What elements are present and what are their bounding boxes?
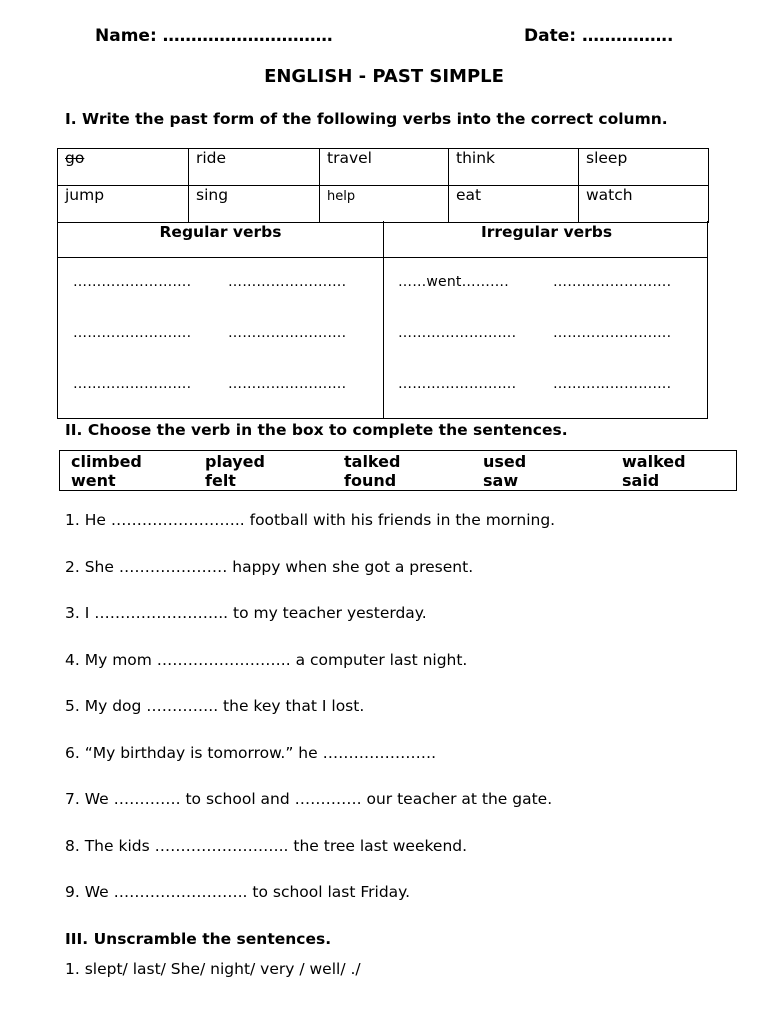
section-2-heading: II. Choose the verb in the box to complete the sentences. [65,421,568,439]
page-title: ENGLISH - PAST SIMPLE [264,66,504,87]
answer-blank[interactable]: ……………………. [553,325,672,341]
exercise-sentence: 5. My dog ………….. the key that I lost. [65,697,365,715]
word-bank-item: used [483,452,527,471]
verb-cell: sing [189,186,320,223]
example-answer: ……went………. [398,274,509,290]
answer-blank[interactable]: ……………………. [228,325,347,341]
answer-blank[interactable]: ……………………. [73,274,192,290]
verb-text: help [327,189,356,204]
verb-struck-example: go [65,149,85,167]
answer-blank[interactable]: ……………………. [398,325,517,341]
date-field-label: Date: ……………. [524,26,674,46]
answer-blank[interactable]: ……………………. [73,376,192,392]
answer-blank[interactable]: ……………………. [73,325,192,341]
word-bank-item: found [344,471,397,490]
verb-table-row [58,186,709,223]
word-bank-item: walked [622,452,686,471]
word-bank-item: said [622,471,660,490]
unscramble-item: 1. slept/ last/ She/ night/ very / well/ ./ [65,960,361,978]
exercise-sentence: 1. He …………………….. football with his friends in the morning. [65,511,556,529]
exercise-sentence: 7. We …………. to school and …………. our teacher at the gate. [65,790,553,808]
word-bank-item: saw [483,471,519,490]
answer-blank[interactable]: ……………………. [553,376,672,392]
verb-table [57,148,709,223]
exercise-sentence: 2. She ………………… happy when she got a present. [65,558,474,576]
verb-cell [320,186,449,223]
header-divider [58,257,707,258]
verb-cell: watch [579,186,709,223]
verb-cell: think [449,149,579,186]
answer-blank[interactable]: ……………………. [228,274,347,290]
section-3-heading: III. Unscramble the sentences. [65,930,332,948]
verb-cell: ride [189,149,320,186]
verb-cell: sleep [579,149,709,186]
exercise-sentence: 8. The kids …………………….. the tree last weekend. [65,837,468,855]
name-field-label: Name: ………………………… [95,26,333,46]
word-bank-item: talked [344,452,401,471]
regular-verbs-heading: Regular verbs [159,223,282,241]
verb-cell [58,149,189,186]
exercise-sentence: 3. I …………………….. to my teacher yesterday. [65,604,427,622]
word-bank-item: went [71,471,116,490]
sorting-table [57,221,708,419]
word-bank-item: felt [205,471,236,490]
verb-cell: eat [449,186,579,223]
word-bank-item: climbed [71,452,142,471]
irregular-verbs-heading: Irregular verbs [480,223,613,241]
word-bank-item: played [205,452,265,471]
exercise-sentence: 4. My mom …………………….. a computer last night. [65,651,468,669]
verb-cell: travel [320,149,449,186]
answer-blank[interactable]: ……………………. [228,376,347,392]
verb-table-row [58,149,709,186]
answer-blank[interactable]: ……………………. [398,376,517,392]
section-1-heading: I. Write the past form of the following verbs into the correct column. [65,110,668,128]
exercise-sentence: 9. We …………………….. to school last Friday. [65,883,411,901]
column-divider [383,221,384,418]
exercise-sentence: 6. “My birthday is tomorrow.” he …………………. [65,744,436,762]
word-bank-box [59,450,737,491]
verb-cell: jump [58,186,189,223]
answer-blank[interactable]: ……………………. [553,274,672,290]
